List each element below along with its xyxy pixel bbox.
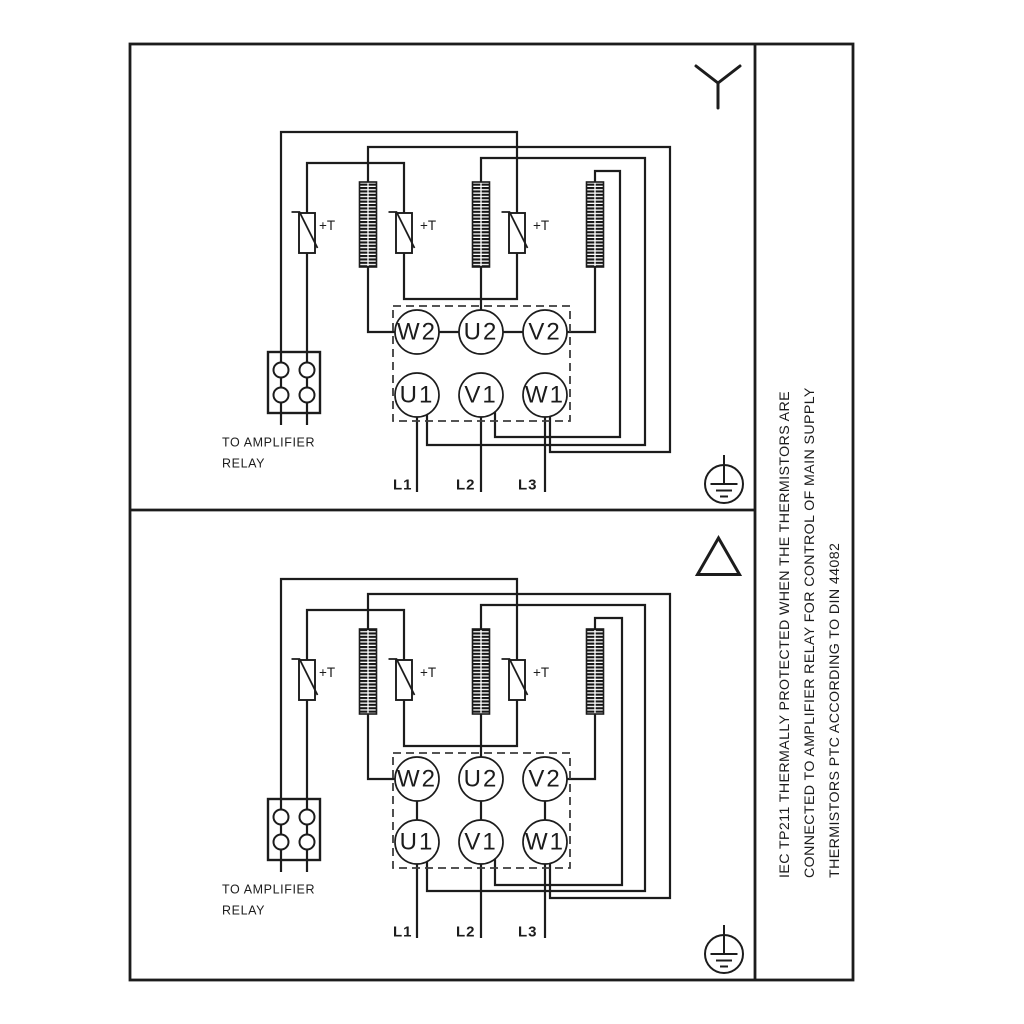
side-note-line: CONNECTED TO AMPLIFIER RELAY FOR CONTROL OF MAIN SUPPLY <box>802 387 818 878</box>
supply-label-l2: L2 <box>456 476 476 494</box>
relay-terminal <box>300 835 315 850</box>
side-note <box>777 387 843 878</box>
relay-note: TO AMPLIFIER <box>222 882 316 897</box>
supply-label-l3: L3 <box>518 923 538 941</box>
relay-terminal <box>274 835 289 850</box>
earth-ground-icon <box>705 455 743 503</box>
terminal-label: U2 <box>463 318 499 346</box>
thermistor-label: +T <box>319 665 336 680</box>
coil-icon <box>473 629 490 714</box>
coil-icon <box>360 182 377 267</box>
wire <box>404 253 517 299</box>
terminal-label: U1 <box>399 381 435 409</box>
relay-note: TO AMPLIFIER <box>222 435 316 450</box>
relay-terminal <box>300 388 315 403</box>
terminal-label: V1 <box>464 381 498 409</box>
relay-terminal <box>274 810 289 825</box>
supply-label-l2: L2 <box>456 923 476 941</box>
terminal-label: V2 <box>528 318 562 346</box>
thermistor-icon <box>389 659 415 700</box>
wire <box>307 163 404 213</box>
wire <box>404 700 517 746</box>
supply-label-l1: L1 <box>393 476 413 494</box>
terminal-label: V2 <box>528 765 562 793</box>
terminal-label: V1 <box>464 828 498 856</box>
supply-label-l3: L3 <box>518 476 538 494</box>
thermistor-icon <box>292 659 318 700</box>
amplifier-relay-connector <box>268 352 320 413</box>
relay-note: RELAY <box>222 456 266 471</box>
delta-icon <box>698 538 740 575</box>
thermistor-icon <box>292 212 318 253</box>
thermistor-icon <box>389 212 415 253</box>
thermistor-icon <box>502 212 528 253</box>
side-note-line: IEC TP211 THERMALLY PROTECTED WHEN THE THERMISTORS ARE <box>777 391 793 878</box>
terminal-label: W1 <box>525 828 565 856</box>
thermistor-label: +T <box>420 665 437 680</box>
relay-terminal <box>274 388 289 403</box>
wire <box>307 610 404 660</box>
thermistor-icon <box>502 659 528 700</box>
coil-icon <box>587 182 604 267</box>
terminal-label: U2 <box>463 765 499 793</box>
star-panel <box>222 66 743 503</box>
relay-terminal <box>274 363 289 378</box>
relay-terminal <box>300 810 315 825</box>
earth-ground-icon <box>705 925 743 973</box>
terminal-label: W2 <box>397 318 437 346</box>
amplifier-relay-connector <box>268 799 320 860</box>
terminal-label: U1 <box>399 828 435 856</box>
relay-terminal <box>300 363 315 378</box>
terminal-label: W1 <box>525 381 565 409</box>
delta-panel <box>222 538 743 973</box>
supply-label-l1: L1 <box>393 923 413 941</box>
star-icon <box>696 66 740 108</box>
thermistor-label: +T <box>533 218 550 233</box>
terminal-label: W2 <box>397 765 437 793</box>
thermistor-label: +T <box>533 665 550 680</box>
coil-icon <box>360 629 377 714</box>
coil-icon <box>473 182 490 267</box>
relay-note: RELAY <box>222 903 266 918</box>
side-note-line: THERMISTORS PTC ACCORDING TO DIN 44082 <box>827 542 843 878</box>
thermistor-label: +T <box>319 218 336 233</box>
coil-icon <box>587 629 604 714</box>
thermistor-label: +T <box>420 218 437 233</box>
